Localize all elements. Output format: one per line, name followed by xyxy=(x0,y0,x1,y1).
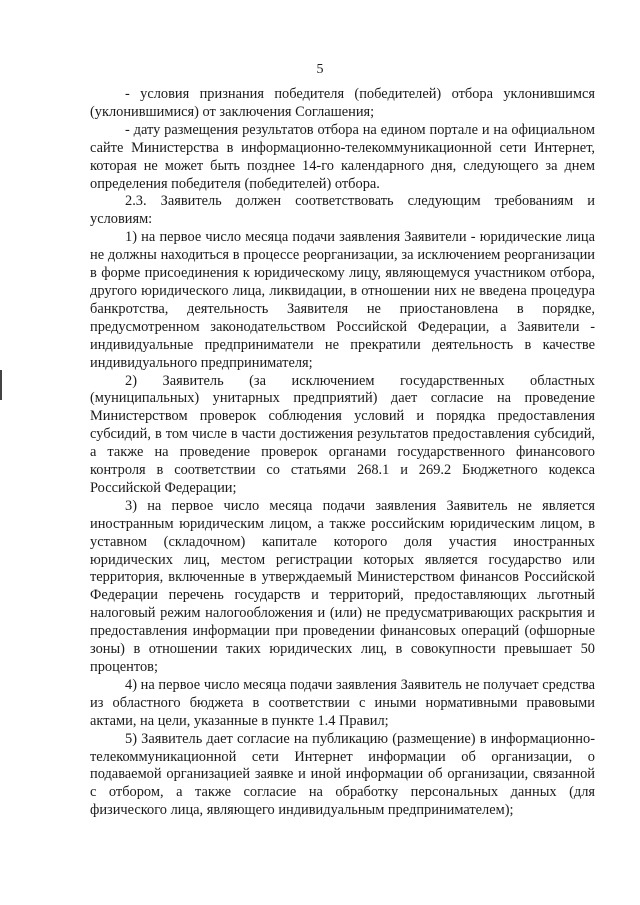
document-body xyxy=(90,86,595,820)
paragraph-item-2: 2) Заявитель (за исключением государственных областных (муниципальных) унитарных предприятий) дает согласие на проведение Министерством проверок соблюдения условий и порядка предоставления субсидий, в том числе в части достижения результатов предоставления субсидий, а также на проведение проверок органами государственного финансового контроля в соответствии со статьями 268.1 и 269.2 Бюджетного кодекса Российской Федерации; xyxy=(90,372,595,496)
paragraph-item-4: 4) на первое число месяца подачи заявления Заявитель не получает средства из областного бюджета в соответствии с иными нормативными правовыми актами, на цели, указанные в пункте 1.4 Правил; xyxy=(90,676,595,729)
paragraph-results-date: - дату размещения результатов отбора на едином портале и на официальном сайте Министерства в информационно-телекоммуникационной сети Интернет, которая не может быть позднее 14-го календарного дня, следующего за днем определения победителя (победителей) отбора. xyxy=(90,121,595,192)
paragraph-section-2-3: 2.3. Заявитель должен соответствовать следующим требованиям и условиям: xyxy=(90,193,595,228)
paragraph-item-3: 3) на первое число месяца подачи заявления Заявитель не является иностранным юридическим лицом, а также российским юридическим лицом, в уставном (складочном) капитале которого доля участия иностранных юридических лиц, местом регистрации которых является государство или территория, включенные в утверждаемый Министерством финансов Российской Федерации перечень государств и территорий, предоставляющих льготный налоговый режим налогообложения и (или) не предусматривающих раскрытия и предоставления информации при проведении финансовых операций (офшорные зоны) в отношении таких юридических лиц, в совокупности превышает 50 процентов; xyxy=(90,497,595,675)
page-number: 5 xyxy=(316,62,324,77)
paragraph-item-1: 1) на первое число месяца подачи заявления Заявители - юридические лица не должны находиться в процессе реорганизации, за исключением реорганизации в форме присоединения к юридическому лицу, являющемуся участником отбора, другого юридического лица, ликвидации, в отношении них не введена процедура банкротства, деятельность Заявителя не приостановлена в порядке, предусмотренном законодательством Российской Федерации, а Заявители - индивидуальные предприниматели не прекратили деятельность в качестве индивидуального предпринимателя; xyxy=(90,229,595,371)
paragraph-item-5: 5) Заявитель дает согласие на публикацию (размещение) в информационно-телекоммуникационной сети Интернет информации об организации, о подаваемой организацией заявке и иной информации об организации, связанной с отбором, а также согласие на обработку персональных данных (для физического лица, являющего индивидуальным предпринимателем); xyxy=(90,730,595,819)
scan-edge-mark xyxy=(0,370,2,400)
paragraph-refusal-conditions: - условия признания победителя (победителей) отбора уклонившимся (уклонившимися) от заключения Соглашения; xyxy=(90,86,595,120)
